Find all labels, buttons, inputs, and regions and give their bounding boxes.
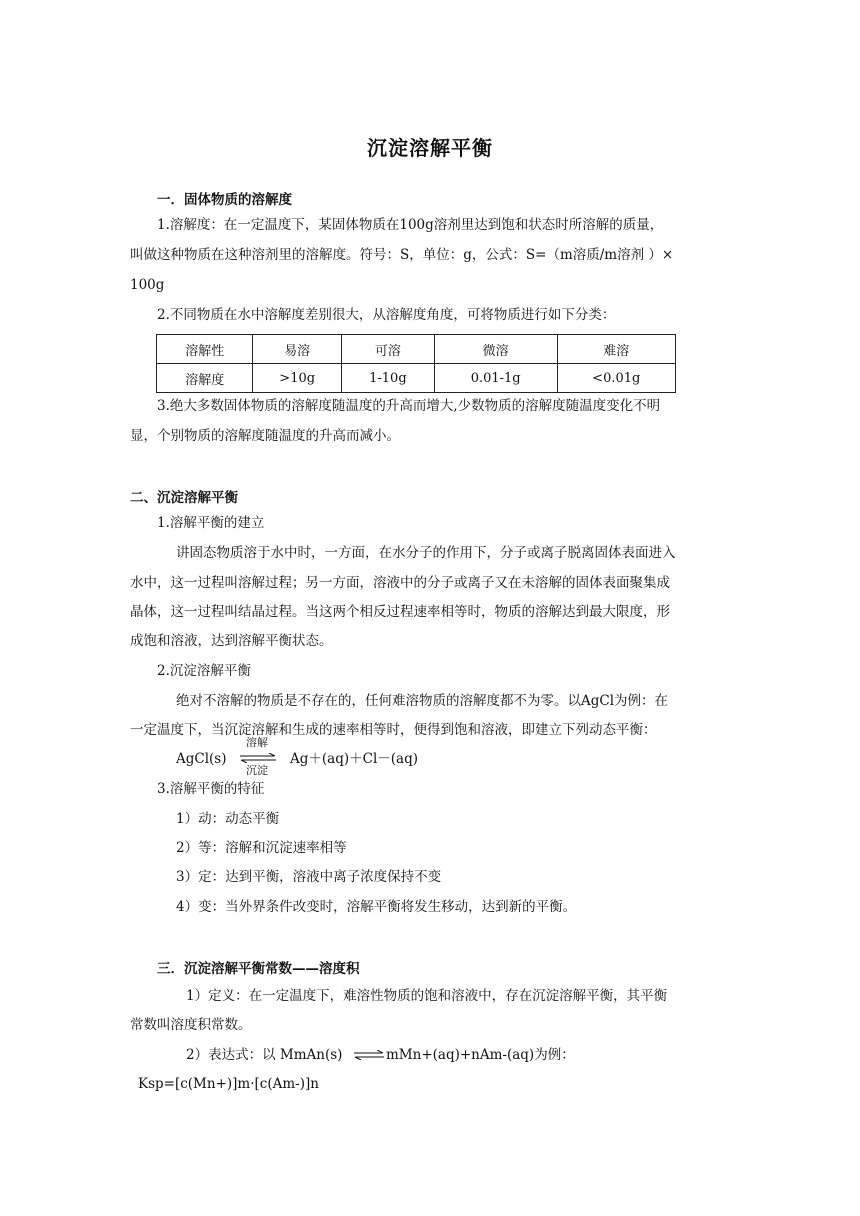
ksp-formula: Ksp=[c(Mn+)]m·[c(Am-)]n (138, 1076, 319, 1092)
table-cell: 溶解性 (157, 335, 253, 364)
feature-item: 2）等：溶解和沉淀速率相等 (176, 840, 347, 856)
table-cell: >10g (253, 364, 342, 393)
s1-para3-line2: 显，个别物质的溶解度随温度的升高而减小。 (130, 428, 400, 444)
feature-item: 4）变：当外界条件改变时，溶解平衡将发生移动，达到新的平衡。 (176, 899, 577, 915)
equation-arrow-top-label: 溶解 (246, 736, 268, 749)
s2-para1-line2: 水中，这一过程叫溶解过程；另一方面，溶液中的分子或离子又在未溶解的固体表面聚集成 (130, 575, 670, 591)
equilibrium-arrows-icon (352, 1050, 386, 1060)
section3-heading: 三．沉淀溶解平衡常数——溶度积 (157, 961, 360, 977)
section2-heading: 二、沉淀溶解平衡 (130, 490, 238, 506)
feature-item: 3）定：达到平衡，溶液中离子浓度保持不变 (176, 869, 442, 885)
s1-para2: 2.不同物质在水中溶解度差别很大，从溶解度角度，可将物质进行如下分类： (157, 307, 616, 323)
feature-item: 1）动：动态平衡 (176, 811, 280, 827)
s2-para2-line2: 一定温度下，当沉淀溶解和生成的速率相等时，便得到饱和溶液，即建立下列动态平衡： (130, 722, 657, 738)
s3-def-line2: 常数叫溶度积常数。 (130, 1017, 252, 1033)
section1-heading: 一．固体物质的溶解度 (157, 192, 292, 208)
solubility-table (156, 334, 676, 393)
table-cell: 微溶 (434, 335, 557, 364)
s2-subheading3: 3.溶解平衡的特征 (157, 781, 265, 797)
s1-para1-line2: 叫做这种物质在这种溶剂里的溶解度。符号：S，单位：g，公式：S=（m溶质/m溶剂 ）× (130, 247, 674, 263)
s2-para1-line1: 讲固态物质溶于水中时，一方面，在水分子的作用下，分子或离子脱离固体表面进入 (176, 545, 676, 561)
table-cell: 可溶 (341, 335, 434, 364)
equation-left: AgCl(s) (176, 751, 227, 767)
table-cell: 易溶 (253, 335, 342, 364)
s2-para1-line3: 晶体，这一过程叫结晶过程。当这两个相反过程速率相等时，物质的溶解达到最大限度，形 (130, 604, 670, 620)
s1-para1-line3: 100g (130, 277, 165, 293)
s1-para3-line1: 3.绝大多数固体物质的溶解度随温度的升高而增大,少数物质的溶解度随温度变化不明 (157, 398, 661, 414)
table-cell: 溶解度 (157, 364, 253, 393)
table-row (157, 364, 676, 393)
s3-expression-left: 2）表达式：以 MmAn(s) (186, 1047, 343, 1063)
equation-right: Ag＋(aq)＋Cl－(aq) (290, 751, 418, 767)
table-cell: <0.01g (557, 364, 675, 393)
s3-def-line1: 1）定义：在一定温度下，难溶性物质的饱和溶液中，存在沉淀溶解平衡，其平衡 (186, 988, 668, 1004)
s2-subheading1: 1.溶解平衡的建立 (157, 515, 265, 531)
equation-arrow-bottom-label: 沉淀 (246, 764, 268, 777)
page-title: 沉淀溶解平衡 (367, 136, 493, 160)
table-cell: 1-10g (341, 364, 434, 393)
s2-subheading2: 2.沉淀溶解平衡 (157, 663, 251, 679)
s1-para1-line1: 1.溶解度：在一定温度下，某固体物质在100g溶剂里达到饱和状态时所溶解的质量， (157, 217, 664, 233)
s2-para2-line1: 绝对不溶解的物质是不存在的，任何难溶物质的溶解度都不为零。以AgCl为例：在 (176, 693, 669, 709)
table-cell: 0.01-1g (434, 364, 557, 393)
table-cell: 难溶 (557, 335, 675, 364)
s2-para1-line4: 成饱和溶液，达到溶解平衡状态。 (130, 633, 333, 649)
table-row (157, 335, 676, 364)
s3-expression-right: mMn+(aq)+nAm-(aq)为例： (386, 1047, 575, 1063)
